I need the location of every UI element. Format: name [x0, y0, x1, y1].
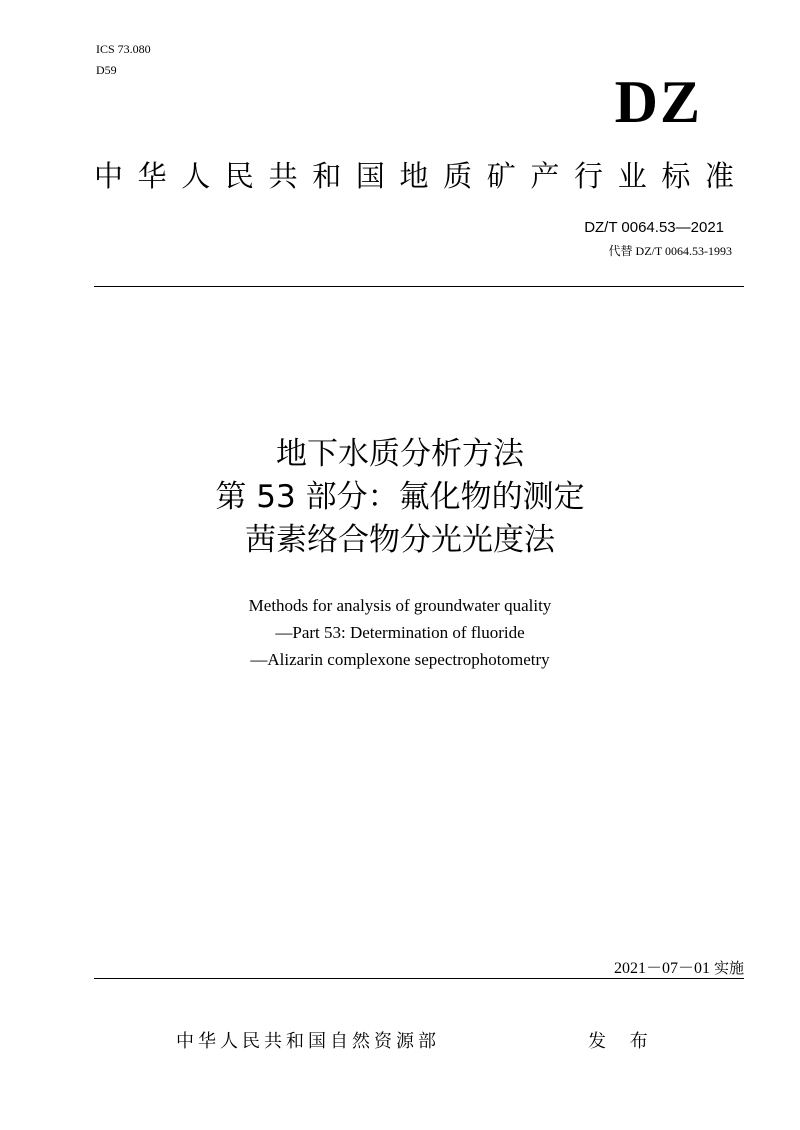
replaces-standard: 代替 DZ/T 0064.53-1993 [608, 244, 732, 258]
chinese-title [0, 433, 800, 562]
bottom-divider [94, 978, 744, 979]
chinese-title-line-2: 第 53 部分：氟化物的测定 [215, 479, 585, 515]
ccs-code: D59 [96, 63, 117, 77]
standard-type: 中华人民共和国地质矿产行业标准 [94, 159, 734, 193]
standard-number: DZ/T 0064.53—2021 [584, 219, 724, 236]
ics-code: ICS 73.080 [96, 42, 151, 56]
dz-logo: DZ [614, 69, 702, 135]
effective-date-line [614, 958, 744, 979]
english-title-line-3: —Alizarin complexone sepectrophotometry [250, 650, 550, 669]
effective-date: 2021－07－01 [613, 960, 710, 977]
top-divider [94, 286, 744, 287]
publish-label: 发 布 [588, 1031, 657, 1052]
chinese-title-line-1: 地下水质分析方法 [276, 436, 524, 472]
effective-label: 实施 [713, 959, 744, 977]
issuer: 中华人民共和国自然资源部 [176, 1031, 440, 1052]
english-title-line-1: Methods for analysis of groundwater quality [248, 596, 552, 615]
chinese-title-line-3: 茜素络合物分光光度法 [245, 522, 555, 558]
english-title [0, 592, 800, 673]
english-title-line-2: —Part 53: Determination of fluoride [275, 623, 525, 642]
